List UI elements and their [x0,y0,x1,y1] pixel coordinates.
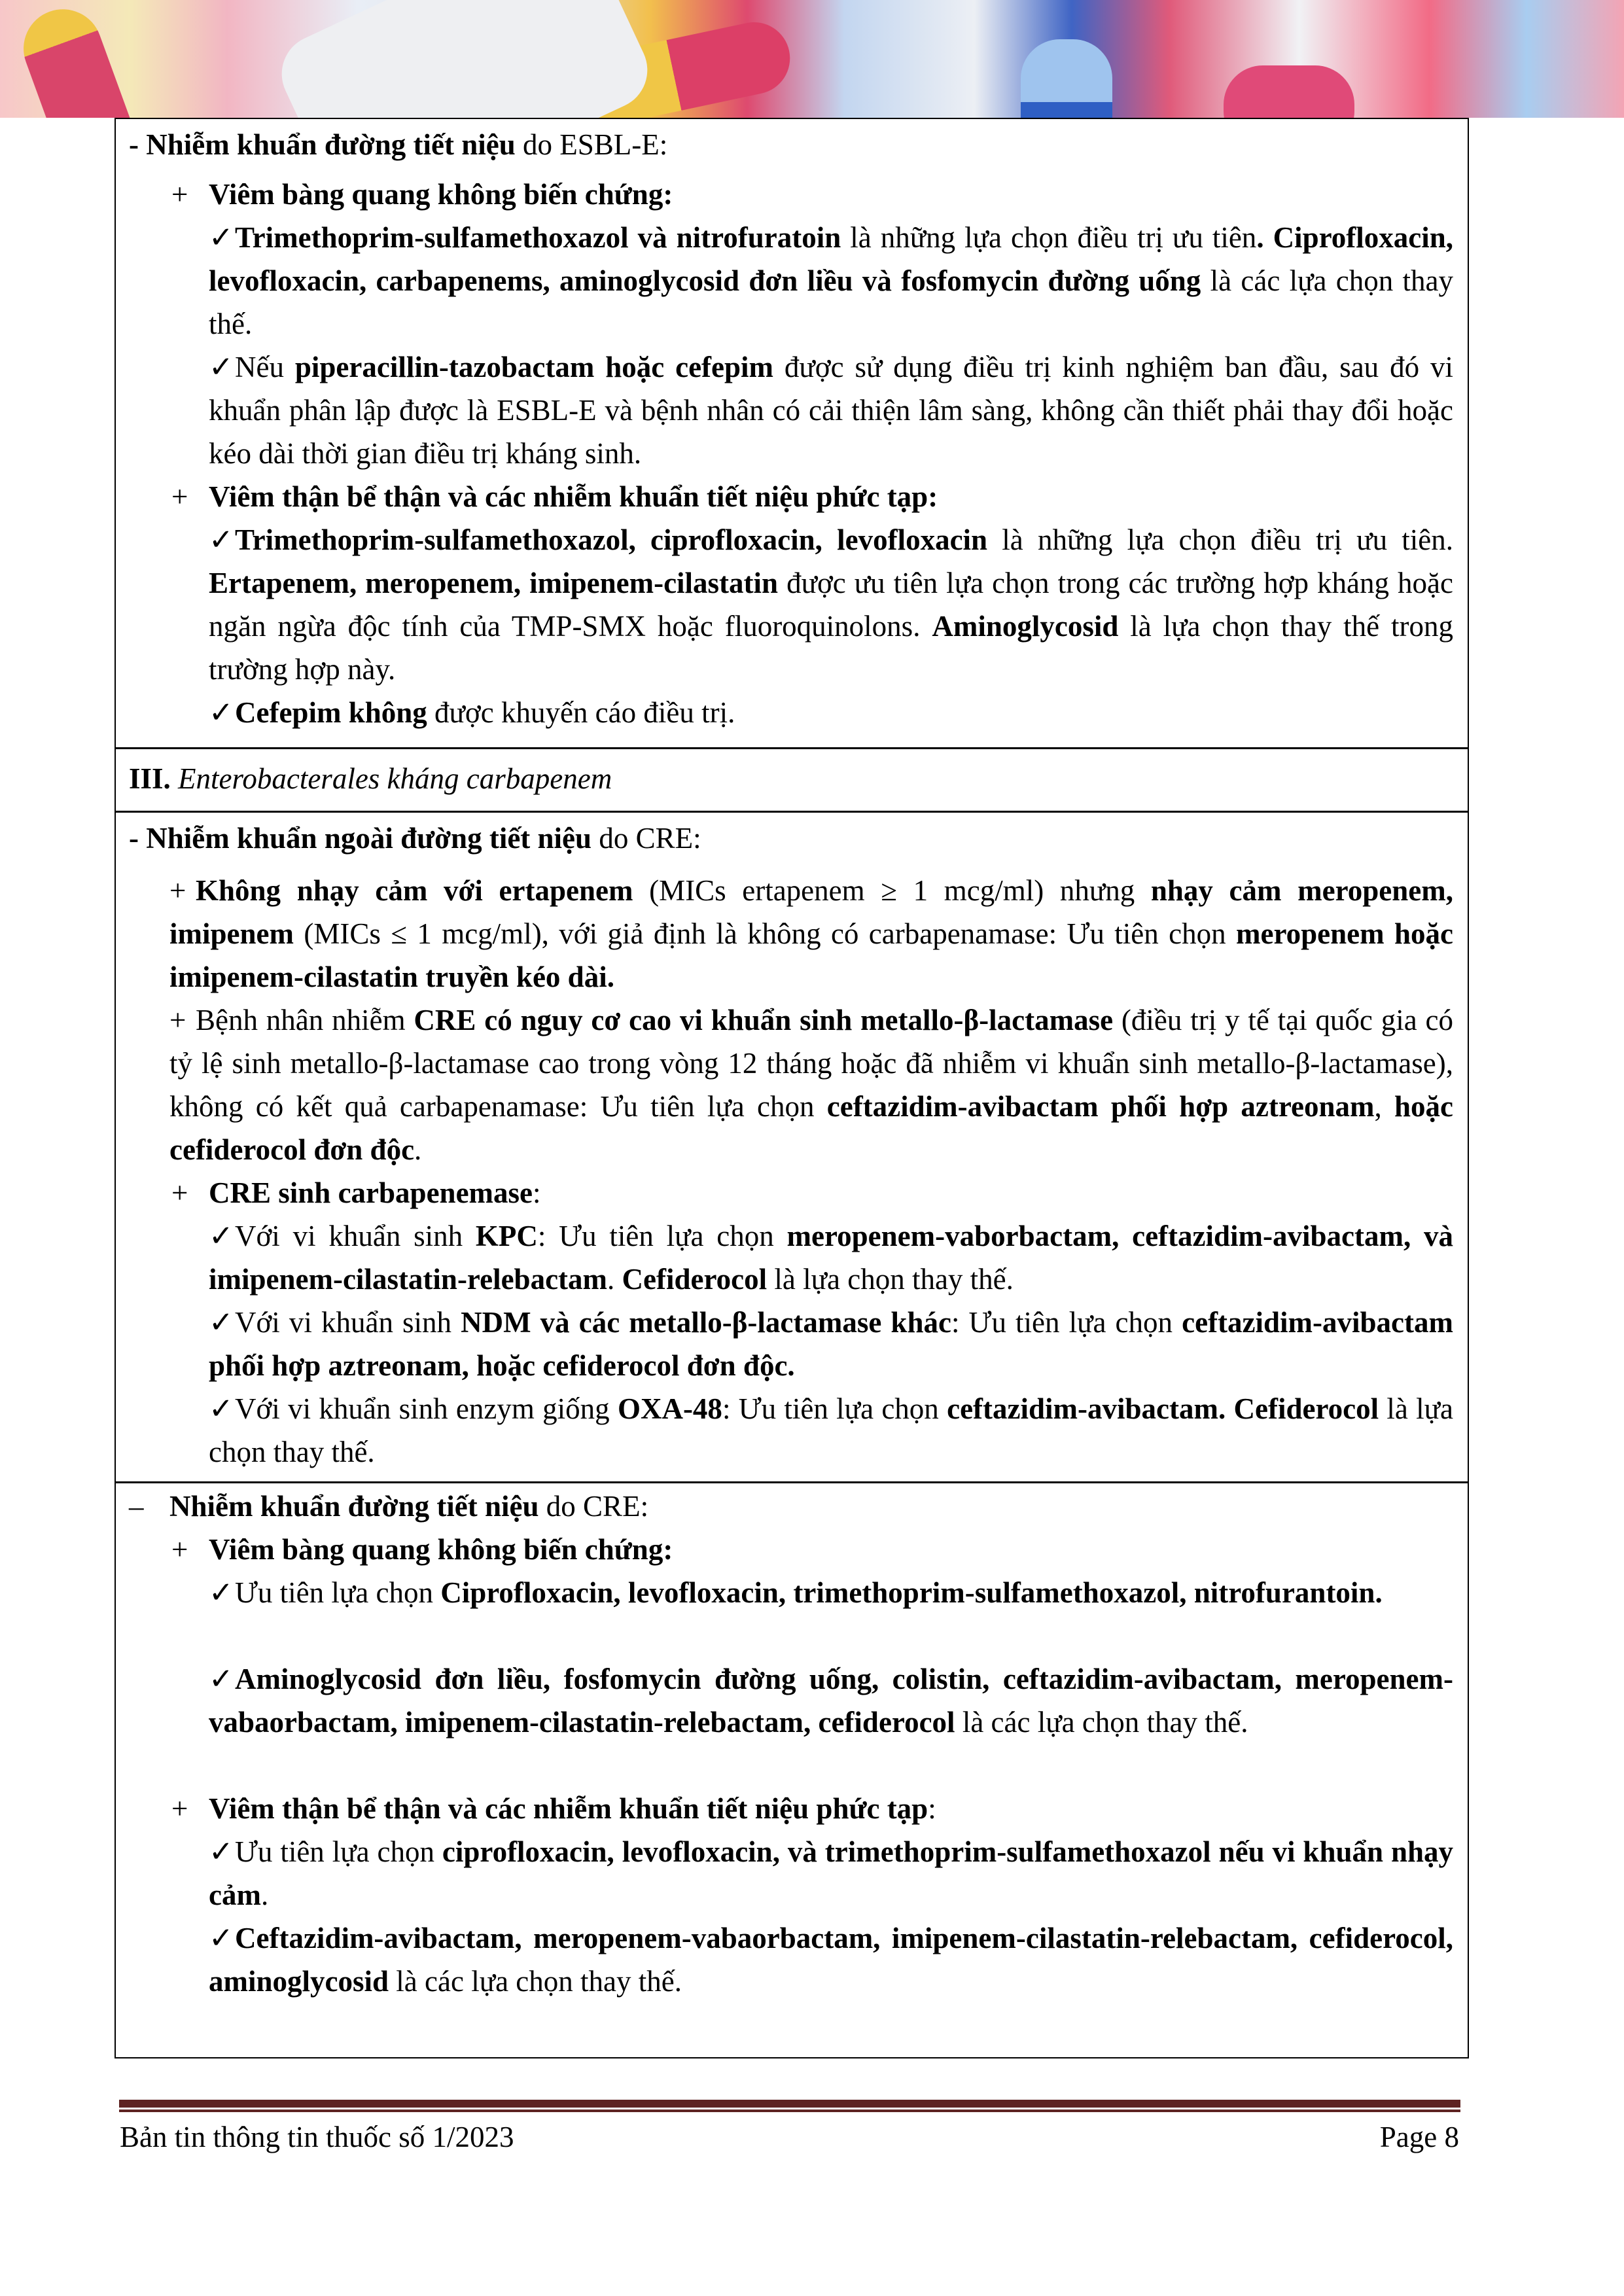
text: : [533,1176,541,1209]
text: . [260,1879,269,1911]
bullet-item [209,216,1453,345]
bullet-item [209,345,1453,475]
pill-decoration [1021,39,1112,118]
footer-publication-title: Bản tin thông tin thuốc số 1/2023 [120,2121,514,2153]
text: : Ưu tiên lựa chọn [951,1306,1182,1339]
footer-page-number: Page 8 [1379,2121,1459,2153]
text: được sử dụng điều trị kinh nghiệm ban đầu, sau đó vi khuẩn phân lập được là ESBL-E và bệnh nhân có cải thiện lâm sàng, không cần thiết phải thay đổi hoặc kéo dài thời gian điều trị kháng sinh. [209,351,1453,470]
bold-text: Không nhạy cảm với ertapenem [196,874,633,907]
bold-text: CRE có nguy cơ cao vi khuẩn sinh metallo-β-lactamase [414,1004,1114,1036]
row-cre-non-urinary [116,811,1468,1481]
pill-decoration [1224,65,1354,118]
text: , [1374,1090,1395,1123]
dash-icon: – [129,1490,144,1523]
bold-text: NDM và các metallo-β-lactamase khác [461,1306,951,1339]
text: là lựa chọn thay thế trong trường hợp này. [209,610,1453,686]
check-icon: ✓ [209,1663,234,1695]
row-esbl-urinary [116,119,1468,747]
bold-text: OXA-48 [617,1392,722,1425]
bold-text: KPC [475,1220,538,1252]
bold-text: Trimethoprim-sulfamethoxazol và nitrofuratoin [235,221,841,254]
bullet-item [209,1301,1453,1387]
text: Nếu [235,351,295,383]
bold-text: Cefepim không [235,696,427,729]
text: (MICs ertapenem ≥ 1 mcg/ml) nhưng [633,874,1151,907]
text: được khuyến cáo điều trị. [427,696,735,729]
text: là lựa chọn thay thế. [209,1392,1454,1468]
bullet-item [209,1571,1453,1614]
bold-text: - Nhiễm khuẩn đường tiết niệu [129,128,516,161]
check-icon: ✓ [209,1576,234,1609]
bullet-item [209,1387,1453,1474]
bold-text: III. [129,762,179,795]
section-heading [129,817,1453,860]
text: (điều trị y tế tại quốc gia có tỷ lệ sinh metallo-β-lactamase cao trong vòng 12 tháng hoặc đã nhiễm vi khuẩn sinh metallo-β-lactamase), không có kết quả carbapenamase: Ưu tiên lựa chọn [169,1004,1453,1123]
check-icon: ✓ [209,1306,234,1339]
pill-decoration [12,0,145,118]
text: : Ưu tiên lựa chọn [537,1220,787,1252]
plus-icon: + [171,178,188,211]
plus-icon: + [171,1792,188,1825]
bold-text: Ertapenem, meropenem, imipenem-cilastatin [209,567,779,599]
text: : [928,1792,936,1825]
bold-text: ceftazidim-avibactam phối hợp aztreonam [826,1090,1375,1123]
subheading: Viêm bàng quang không biến chứng: [209,1533,673,1566]
bold-text: Ceftazidim-avibactam, meropenem-vabaorbactam, imipenem-cilastatin-relebactam, cefiderocol, aminoglycosid [209,1922,1453,1998]
check-icon: ✓ [209,1922,234,1954]
text: do CRE: [591,822,701,855]
bold-text: Cefiderocol [622,1263,768,1296]
plus-icon: + [169,1004,186,1036]
bullet-item [209,1214,1453,1301]
text: Nhiễm khuẩn đường tiết niệu [169,1490,539,1523]
section-heading [169,1485,1453,1528]
check-icon: ✓ [209,1392,234,1425]
bold-text: . Ciprofloxacin, levofloxacin, carbapenems, aminoglycosid đơn liều và fosfomycin đường uống [209,221,1453,297]
footer-rule-thin [119,2110,1460,2112]
bold-text: ceftazidim-avibactam phối hợp aztreonam, hoặc cefiderocol đơn độc. [209,1306,1453,1382]
bold-text: Ciprofloxacin, levofloxacin, trimethoprim-sulfamethoxazol, nitrofurantoin. [440,1576,1383,1609]
bold-text: nhạy cảm meropenem, imipenem [169,874,1453,950]
bullet-item [209,1657,1453,1744]
subheading [209,1787,1453,1830]
plus-icon: + [171,480,188,513]
bullet-item [209,691,1453,734]
subheading: Viêm bàng quang không biến chứng: [209,178,673,211]
bold-text: hoặc cefiderocol đơn độc [169,1090,1454,1166]
text: Với vi khuẩn sinh [235,1306,461,1339]
pill-decoration [269,0,660,118]
bold-text: meropenem hoặc imipenem-cilastatin truyền kéo dài. [169,917,1453,993]
bold-text: Aminoglycosid đơn liều, fosfomycin đường uống, colistin, ceftazidim-avibactam, meropenem-vabaorbactam, imipenem-cilastatin-relebactam, cefiderocol [209,1663,1453,1739]
plus-item [169,998,1453,1171]
check-icon: ✓ [209,696,234,729]
bold-text: Aminoglycosid [932,610,1119,643]
bold-text: meropenem-vaborbactam, ceftazidim-avibactam, và imipenem-cilastatin-relebactam [209,1220,1453,1296]
check-icon: ✓ [209,1220,234,1252]
text: . [607,1263,622,1296]
bullet-item [209,1830,1453,1916]
section-heading [129,123,1453,166]
text: là lựa chọn thay thế. [767,1263,1014,1296]
subheading [209,1171,1453,1214]
text: Với vi khuẩn sinh [235,1220,476,1252]
bold-text: Trimethoprim-sulfamethoxazol, ciprofloxacin, levofloxacin [235,523,988,556]
check-icon: ✓ [209,1835,234,1868]
text: là các lựa chọn thay thế. [955,1706,1248,1739]
plus-icon: + [171,1176,188,1209]
content-table [115,118,1469,2058]
row-section-title [116,747,1468,811]
footer-rule-thick [119,2100,1460,2108]
bold-text: piperacillin-tazobactam hoặc cefepim [294,351,774,383]
text: Với vi khuẩn sinh enzym giống [235,1392,618,1425]
section-title [129,757,1453,800]
bold-text: - Nhiễm khuẩn ngoài đường tiết niệu [129,822,592,855]
text: là các lựa chọn thay thế. [389,1965,682,1998]
bullet-item [209,1916,1453,2003]
header-banner-image [0,0,1624,118]
text: : Ưu tiên lựa chọn [722,1392,947,1425]
plus-item [169,869,1453,998]
bold-text: ciprofloxacin, levofloxacin, và trimethoprim-sulfamethoxazol nếu vi khuẩn nhạy cảm [209,1835,1454,1911]
text: Enterobacterales kháng carbapenem [178,762,612,795]
plus-icon: + [169,874,186,907]
subheading: Viêm thận bể thận và các nhiễm khuẩn tiết niệu phức tạp: [209,480,938,513]
bold-text: CRE sinh carbapenemase [209,1176,533,1209]
text: Ưu tiên lựa chọn [235,1835,442,1868]
check-icon: ✓ [209,221,234,254]
text: Ưu tiên lựa chọn [235,1576,441,1609]
text: . [414,1133,422,1166]
text: là những lựa chọn điều trị ưu tiên [841,221,1257,254]
plus-icon: + [171,1533,188,1566]
bold-text: ceftazidim-avibactam. Cefiderocol [947,1392,1379,1425]
bold-text: Viêm thận bể thận và các nhiễm khuẩn tiết niệu phức tạp [209,1792,928,1825]
text: do CRE: [538,1490,649,1523]
text: do ESBL-E: [515,128,668,161]
text: là các lựa chọn thay thế. [209,264,1453,340]
bullet-item [209,518,1453,691]
text: Bệnh nhân nhiễm [196,1004,414,1036]
text: được ưu tiên lựa chọn trong các trường hợp kháng hoặc ngăn ngừa độc tính của TMP-SMX hoặc fluoroquinolons. [209,567,1453,643]
row-cre-urinary [116,1481,1468,2057]
check-icon: ✓ [209,523,234,556]
text: là những lựa chọn điều trị ưu tiên. [987,523,1453,556]
check-icon: ✓ [209,351,234,383]
text: (MICs ≤ 1 mcg/ml), với giả định là không có carbapenamase: Ưu tiên chọn [293,917,1236,950]
